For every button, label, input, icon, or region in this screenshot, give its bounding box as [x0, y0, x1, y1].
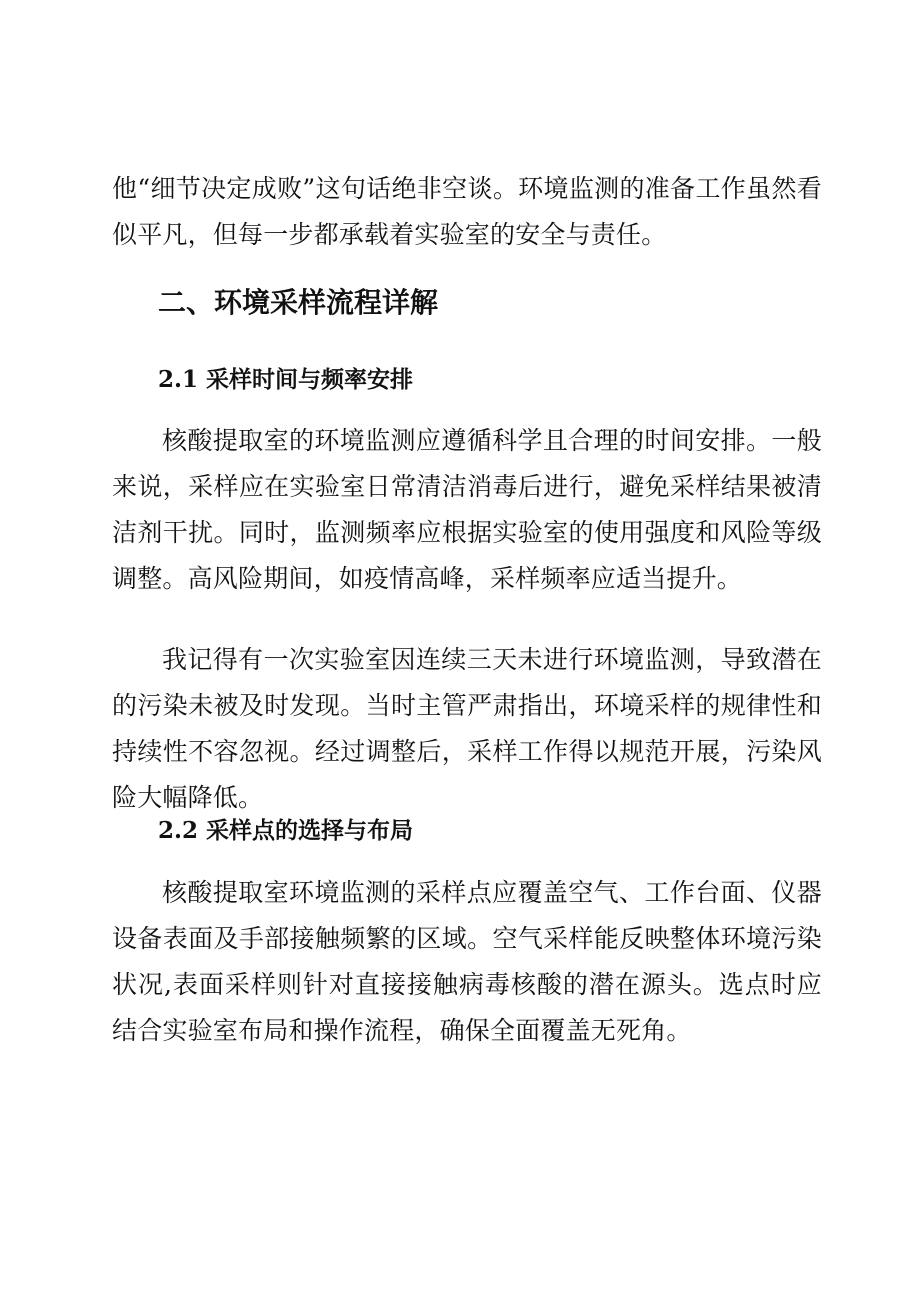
section-title: 二、环境采样流程详解	[158, 286, 439, 319]
subsection-number: 2.1	[158, 366, 199, 393]
paragraph-2-1-b: 我记得有一次实验室因连续三天未进行环境监测，导致潜在的污染未被及时发现。当时主管严肃指出，环境采样的规律性和持续性不容忽视。经过调整后，采样工作得以规范开展，污染风险大幅降低。	[112, 645, 822, 812]
intro-paragraph: 他“细节决定成败”这句话绝非空谈。环境监测的准备工作虽然看似平凡，但每一步都承载着实验室的安全与责任。	[112, 174, 822, 249]
subsection-heading-2-2	[158, 813, 413, 849]
paragraph-2-2-a: 核酸提取室环境监测的采样点应覆盖空气、工作台面、仪器设备表面及手部接触频繁的区域。空气采样能反映整体环境污染状况,表面采样则针对直接接触病毒核酸的潜在源头。选点时应结合实验室布局和操作流程，确保全面覆盖无死角。	[112, 878, 822, 1045]
subsection-title: 采样点的选择与布局	[206, 818, 414, 844]
subsection-title: 采样时间与频率安排	[206, 367, 414, 393]
subsection-number: 2.2	[158, 817, 199, 844]
subsection-heading-2-1	[158, 362, 413, 398]
paragraph-2-1-a: 核酸提取室的环境监测应遵循科学且合理的时间安排。一般来说，采样应在实验室日常清洁消毒后进行，避免采样结果被清洁剂干扰。同时，监测频率应根据实验室的使用强度和风险等级调整。高风险期间，如疫情高峰，采样频率应适当提升。	[112, 426, 822, 593]
